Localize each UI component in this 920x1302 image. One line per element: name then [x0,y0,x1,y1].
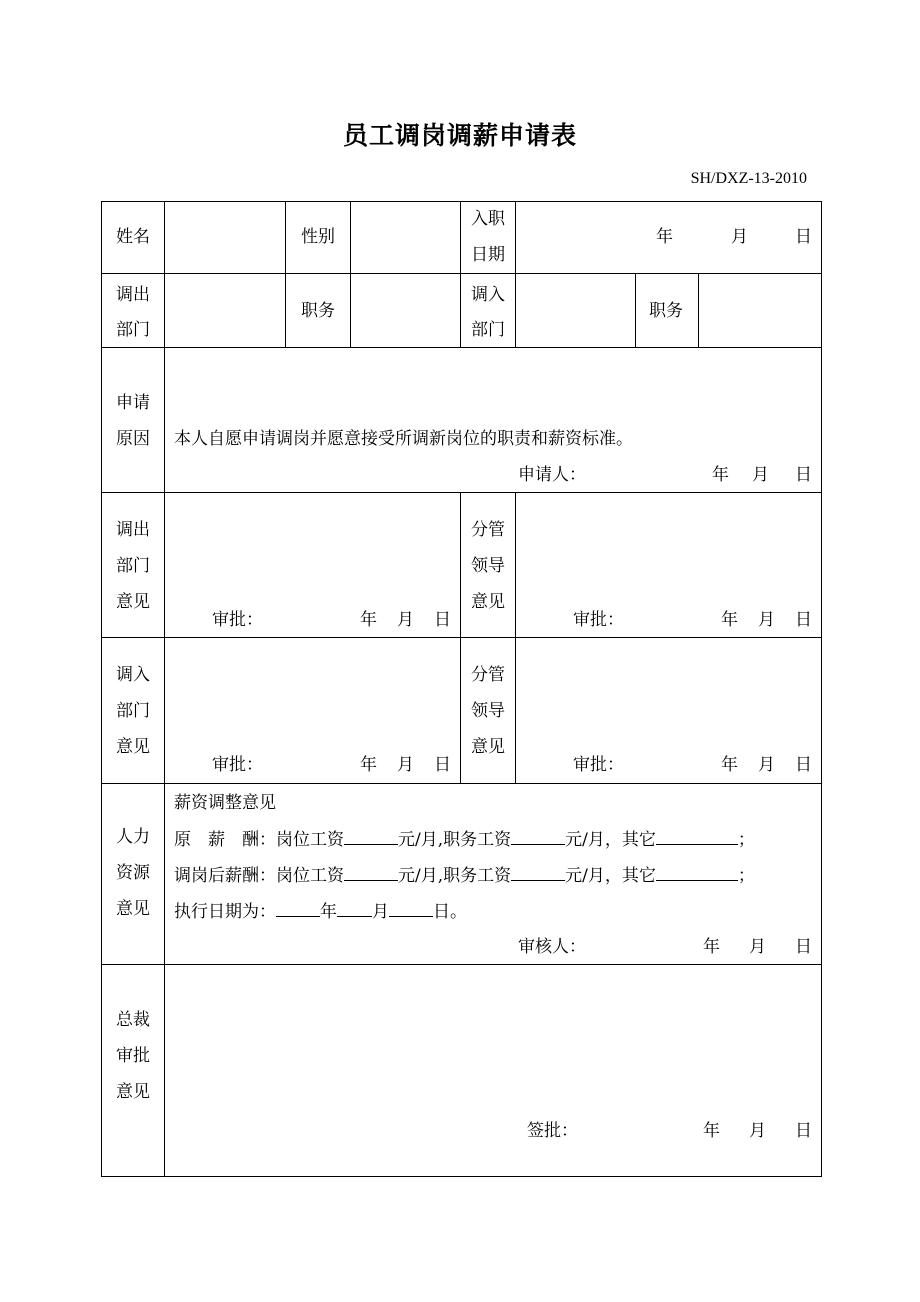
out-leader-month[interactable]: 月 [758,610,775,630]
column-divider [635,273,636,347]
new-post-salary-blank[interactable] [344,863,398,881]
table-border-right [821,201,822,1177]
out-dept-field[interactable] [165,274,285,347]
salary-adjust-heading: 薪资调整意见 [174,793,276,813]
out-leader-label-2: 领导 [471,556,505,576]
gender-label: 性别 [301,227,335,247]
table-border-bottom [101,1176,822,1177]
original-salary-line [174,827,755,852]
out-dept-day[interactable]: 日 [434,610,451,630]
hr-label-1: 人力 [116,827,150,847]
new-semicolon: ； [737,866,755,886]
ceo-label-3: 意见 [116,1082,150,1102]
in-dept-field[interactable] [516,274,635,347]
row-divider [101,637,822,638]
ceo-sign-label: 签批： [527,1121,578,1141]
in-dept-month[interactable]: 月 [397,755,414,775]
out-leader-label-3: 意见 [471,592,505,612]
position-label-1: 职务 [301,301,335,321]
label-column-divider [164,201,165,1177]
ceo-year[interactable]: 年 [703,1121,720,1141]
hire-date-year[interactable]: 年 [656,227,673,247]
in-dept-approve-label: 审批： [212,755,263,775]
out-leader-year[interactable]: 年 [721,610,738,630]
exec-year-label: 年 [320,902,337,922]
out-dept-opinion-label-2: 部门 [116,556,150,576]
in-dept-label-line2: 部门 [471,320,505,340]
in-leader-label-2: 领导 [471,701,505,721]
in-dept-year[interactable]: 年 [360,755,377,775]
reason-label-line2: 原因 [116,429,150,449]
column-divider [285,201,286,347]
new-duty-salary-blank[interactable] [511,863,565,881]
new-salary-prefix: 调岗后薪酬：岗位工资 [174,866,344,886]
ceo-label-2: 审批 [116,1046,150,1066]
new-other-blank[interactable] [656,863,738,881]
out-dept-month[interactable]: 月 [397,610,414,630]
out-dept-opinion-label-3: 意见 [116,592,150,612]
in-leader-label-3: 意见 [471,737,505,757]
out-dept-opinion-label-1: 调出 [116,520,150,540]
hire-date-month[interactable]: 月 [731,227,748,247]
exec-day-label: 日。 [433,902,467,922]
application-form-table [101,201,822,1177]
in-dept-day[interactable]: 日 [434,755,451,775]
hr-label-3: 意见 [116,899,150,919]
hr-year[interactable]: 年 [703,937,720,957]
original-post-salary-blank[interactable] [344,827,398,845]
name-label: 姓名 [116,227,150,247]
row-divider [101,783,822,784]
in-dept-opinion-label-2: 部门 [116,701,150,721]
column-divider [460,201,461,347]
reason-year[interactable]: 年 [712,465,729,485]
exec-date-line [174,899,467,924]
original-other-blank[interactable] [656,827,738,845]
hire-date-label-line2: 日期 [471,245,505,265]
ceo-day[interactable]: 日 [795,1121,812,1141]
hr-month[interactable]: 月 [749,937,766,957]
reason-label-line1: 申请 [116,393,150,413]
hire-date-day[interactable]: 日 [795,227,812,247]
exec-year-blank[interactable] [276,899,320,917]
applicant-label: 申请人： [518,465,586,485]
exec-date-prefix: 执行日期为： [174,902,276,922]
name-field[interactable] [165,202,285,273]
exec-month-blank[interactable] [337,899,372,917]
position-field-2[interactable] [699,274,821,347]
in-dept-opinion-label-3: 意见 [116,737,150,757]
position-label-2: 职务 [649,301,683,321]
hr-day[interactable]: 日 [795,937,812,957]
in-leader-day[interactable]: 日 [795,755,812,775]
exec-day-blank[interactable] [389,899,433,917]
hr-label-2: 资源 [116,863,150,883]
out-dept-approve-label: 审批： [212,610,263,630]
position-field-1[interactable] [351,274,460,347]
original-duty-salary-label: 元/月,职务工资 [398,830,512,850]
reviewer-label: 审核人： [518,937,586,957]
reason-statement: 本人自愿申请调岗并愿意接受所调新岗位的职责和薪资标准。 [174,429,633,449]
original-salary-prefix: 原 薪 酬：岗位工资 [174,830,344,850]
original-duty-salary-blank[interactable] [511,827,565,845]
document-code: SH/DXZ-13-2010 [690,170,807,187]
new-duty-salary-label: 元/月,职务工资 [398,866,512,886]
out-dept-label-line2: 部门 [116,320,150,340]
in-leader-year[interactable]: 年 [721,755,738,775]
row-divider [101,347,822,348]
in-leader-label-1: 分管 [471,665,505,685]
reason-day[interactable]: 日 [795,465,812,485]
out-leader-approve-label: 审批： [573,610,624,630]
in-leader-month[interactable]: 月 [758,755,775,775]
row-divider [101,492,822,493]
out-dept-year[interactable]: 年 [360,610,377,630]
in-dept-opinion-label-1: 调入 [116,665,150,685]
page-title: 员工调岗调薪申请表 [342,121,577,150]
out-dept-label-line1: 调出 [116,285,150,305]
hire-date-label-line1: 入职 [471,209,505,229]
gender-field[interactable] [351,202,460,273]
ceo-month[interactable]: 月 [749,1121,766,1141]
ceo-label-1: 总裁 [116,1010,150,1030]
in-dept-label-line1: 调入 [471,285,505,305]
row-divider [101,964,822,965]
new-salary-line [174,863,755,888]
out-leader-label-1: 分管 [471,520,505,540]
exec-month-label: 月 [372,902,389,922]
in-leader-approve-label: 审批： [573,755,624,775]
reason-month[interactable]: 月 [752,465,769,485]
original-semicolon: ； [737,830,755,850]
out-leader-day[interactable]: 日 [795,610,812,630]
new-other-label: 元/月，其它 [565,866,656,886]
original-other-label: 元/月，其它 [565,830,656,850]
